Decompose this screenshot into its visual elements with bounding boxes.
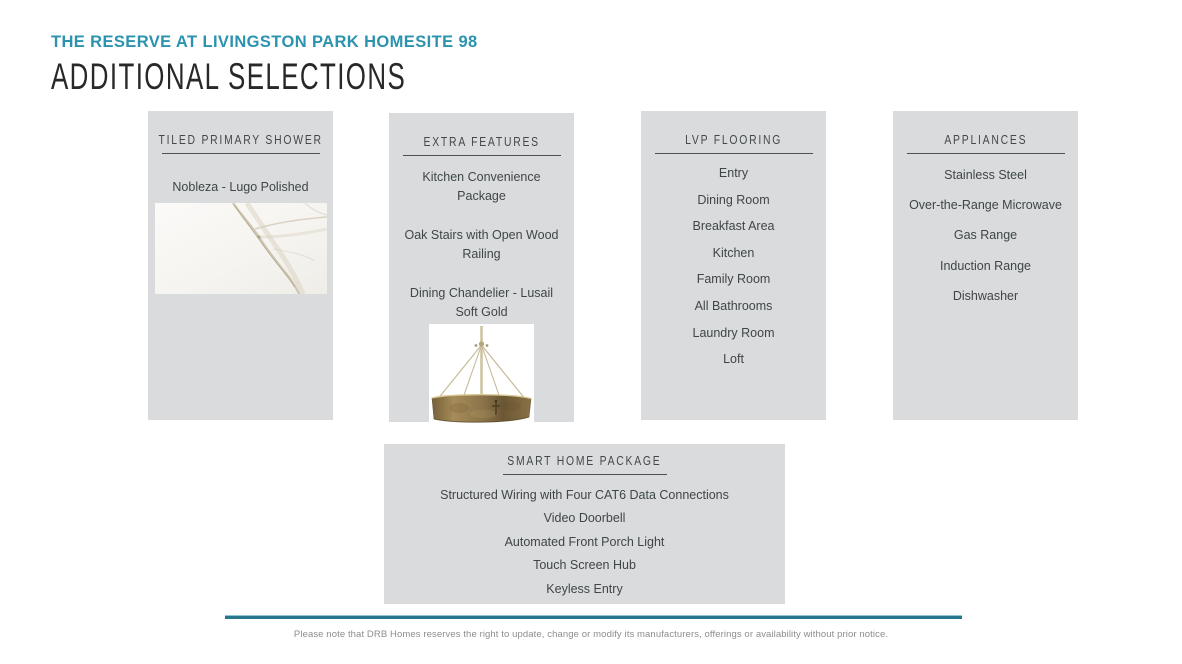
panel-lvp-flooring: [641, 111, 826, 420]
panel-smart-home-package: [384, 444, 785, 604]
list-item: Keyless Entry: [546, 581, 623, 596]
list-item: Video Doorbell: [543, 511, 626, 526]
list-item: All Bathrooms: [694, 298, 773, 313]
panel-title: EXTRA FEATURES: [423, 134, 540, 149]
list-item: Dishwasher: [952, 288, 1019, 303]
panel-title: SMART HOME PACKAGE: [507, 453, 662, 468]
list-item: Over-the-Range Microwave: [909, 198, 1062, 213]
panel-header: [148, 111, 333, 147]
panel-header: [641, 111, 826, 147]
selection-list: [148, 154, 333, 196]
list-item: Family Room: [696, 272, 771, 287]
list-item: Nobleza - Lugo Polished: [172, 180, 309, 194]
panel-title: TILED PRIMARY SHOWER: [158, 132, 323, 147]
list-item: Kitchen Convenience Package: [422, 170, 541, 203]
disclaimer-note: Please note that DRB Homes reserves the right to update, change or modify its manufacturers, offerings or availability without prior notice.: [293, 629, 889, 640]
list-item: Kitchen: [712, 245, 755, 260]
selection-list: [893, 154, 1078, 311]
panel-title: LVP FLOORING: [684, 132, 783, 147]
selection-list: [384, 475, 785, 601]
panel-tiled-primary-shower: [148, 111, 333, 420]
list-item: Automated Front Porch Light: [504, 534, 665, 549]
panel-title: APPLIANCES: [944, 132, 1027, 147]
list-item: Dining Room: [697, 192, 770, 207]
panel-extra-features: [389, 113, 574, 422]
list-item: Laundry Room: [692, 325, 775, 340]
list-item: Induction Range: [939, 258, 1032, 273]
selection-list: [389, 156, 574, 321]
footer-accent-rule: [225, 615, 962, 619]
list-item: Structured Wiring with Four CAT6 Data Connections: [440, 488, 729, 502]
list-item: Oak Stairs with Open Wood Railing: [404, 228, 559, 261]
list-item: Entry: [718, 166, 749, 180]
community-subtitle: THE RESERVE AT LIVINGSTON PARK HOMESITE 98: [51, 33, 478, 51]
list-item: Gas Range: [953, 228, 1018, 243]
slide-header: [51, 33, 558, 98]
list-item: Dining Chandelier - Lusail Soft Gold: [409, 286, 554, 319]
panel-header: [389, 113, 574, 149]
list-item: Stainless Steel: [944, 168, 1027, 182]
list-item: Loft: [723, 352, 744, 367]
chandelier-image: [429, 324, 534, 424]
panel-appliances: [893, 111, 1078, 420]
list-item: Touch Screen Hub: [533, 558, 636, 573]
page-title: ADDITIONAL SELECTIONS: [51, 56, 407, 97]
panel-header: [384, 444, 785, 468]
list-item: Breakfast Area: [692, 219, 775, 234]
panel-header: [893, 111, 1078, 147]
selection-list: [641, 154, 826, 373]
marble-tile-image: [155, 203, 327, 294]
